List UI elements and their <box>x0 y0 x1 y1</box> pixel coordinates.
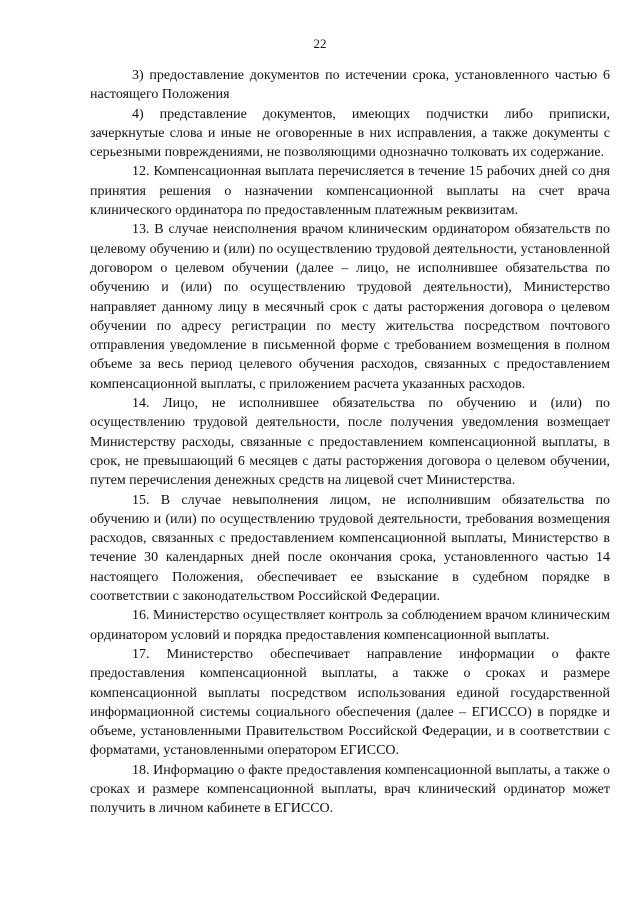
paragraph-item-4: 4) представление документов, имеющих подчистки либо приписки, зачеркнутые слова и иные не оговоренные в них исправления, а также документы с серьезными повреждениями, не позволяющими однозначно толковать их содержание. <box>90 106 610 161</box>
paragraph-12: 12. Компенсационная выплата перечисляется в течение 15 рабочих дней со дня принятия решения о назначении компенсационной выплаты на счет врача клинического ординатора по предоставленным платежным реквизитам. <box>90 164 610 219</box>
page-number: 22 <box>313 36 327 51</box>
paragraph-17: 17. Министерство обеспечивает направление информации о факте предоставления компенсационной выплаты, а также о сроках и размере компенсационной выплаты посредством использования единой государственной информационной системы социального обеспечения (далее – ЕГИССО) в порядке и объеме, установленными Правительством Российской Федерации, и в соответствии с форматами, установленными оператором ЕГИССО. <box>90 646 610 759</box>
paragraph-15: 15. В случае невыполнения лицом, не исполнившим обязательства по обучению и (или) по осуществлению трудовой деятельности, требования возмещения расходов, связанных с предоставлением компенсационной выплаты, Министерство в течение 30 календарных дней после окончания срока, установленного частью 14 настоящего Положения, обеспечивает ее взыскание в судебном порядке в соответствии с законодательством Российской Федерации. <box>90 492 610 605</box>
document-body <box>90 66 610 819</box>
paragraph-13: 13. В случае неисполнения врачом клиническим ординатором обязательств по целевому обучению и (или) по осуществлению трудовой деятельности, установленной договором о целевом обучении (далее – лицо, не исполнившее обязательства по обучению и (или) по осуществлению трудовой деятельности), Министерство направляет данному лицу в месячный срок с даты расторжения договора о целевом обучении по адресу регистрации по месту жительства посредством почтового отправления уведомление в письменной форме с требованием возмещения в полном объеме за весь период целевого обучения расходов, связанных с предоставлением компенсационной выплаты, с приложением расчета указанных расходов. <box>90 222 610 392</box>
paragraph-14: 14. Лицо, не исполнившее обязательства по обучению и (или) по осуществлению трудовой деятельности, после получения уведомления возмещает Министерству расходы, связанные с предоставлением компенсационной выплаты, в срок, не превышающий 6 месяцев с даты расторжения договора о целевом обучении, путем перечисления денежных средств на лицевой счет Министерства. <box>90 396 610 489</box>
paragraph-item-3: 3) предоставление документов по истечении срока, установленного частью 6 настоящего Положения <box>90 68 610 103</box>
paragraph-18: 18. Информацию о факте предоставления компенсационной выплаты, а также о сроках и размере компенсационной выплаты, врач клинический ординатор может получить в личном кабинете в ЕГИССО. <box>90 762 610 817</box>
paragraph-16: 16. Министерство осуществляет контроль за соблюдением врачом клиническим ординатором условий и порядка предоставления компенсационной выплаты. <box>90 608 610 643</box>
